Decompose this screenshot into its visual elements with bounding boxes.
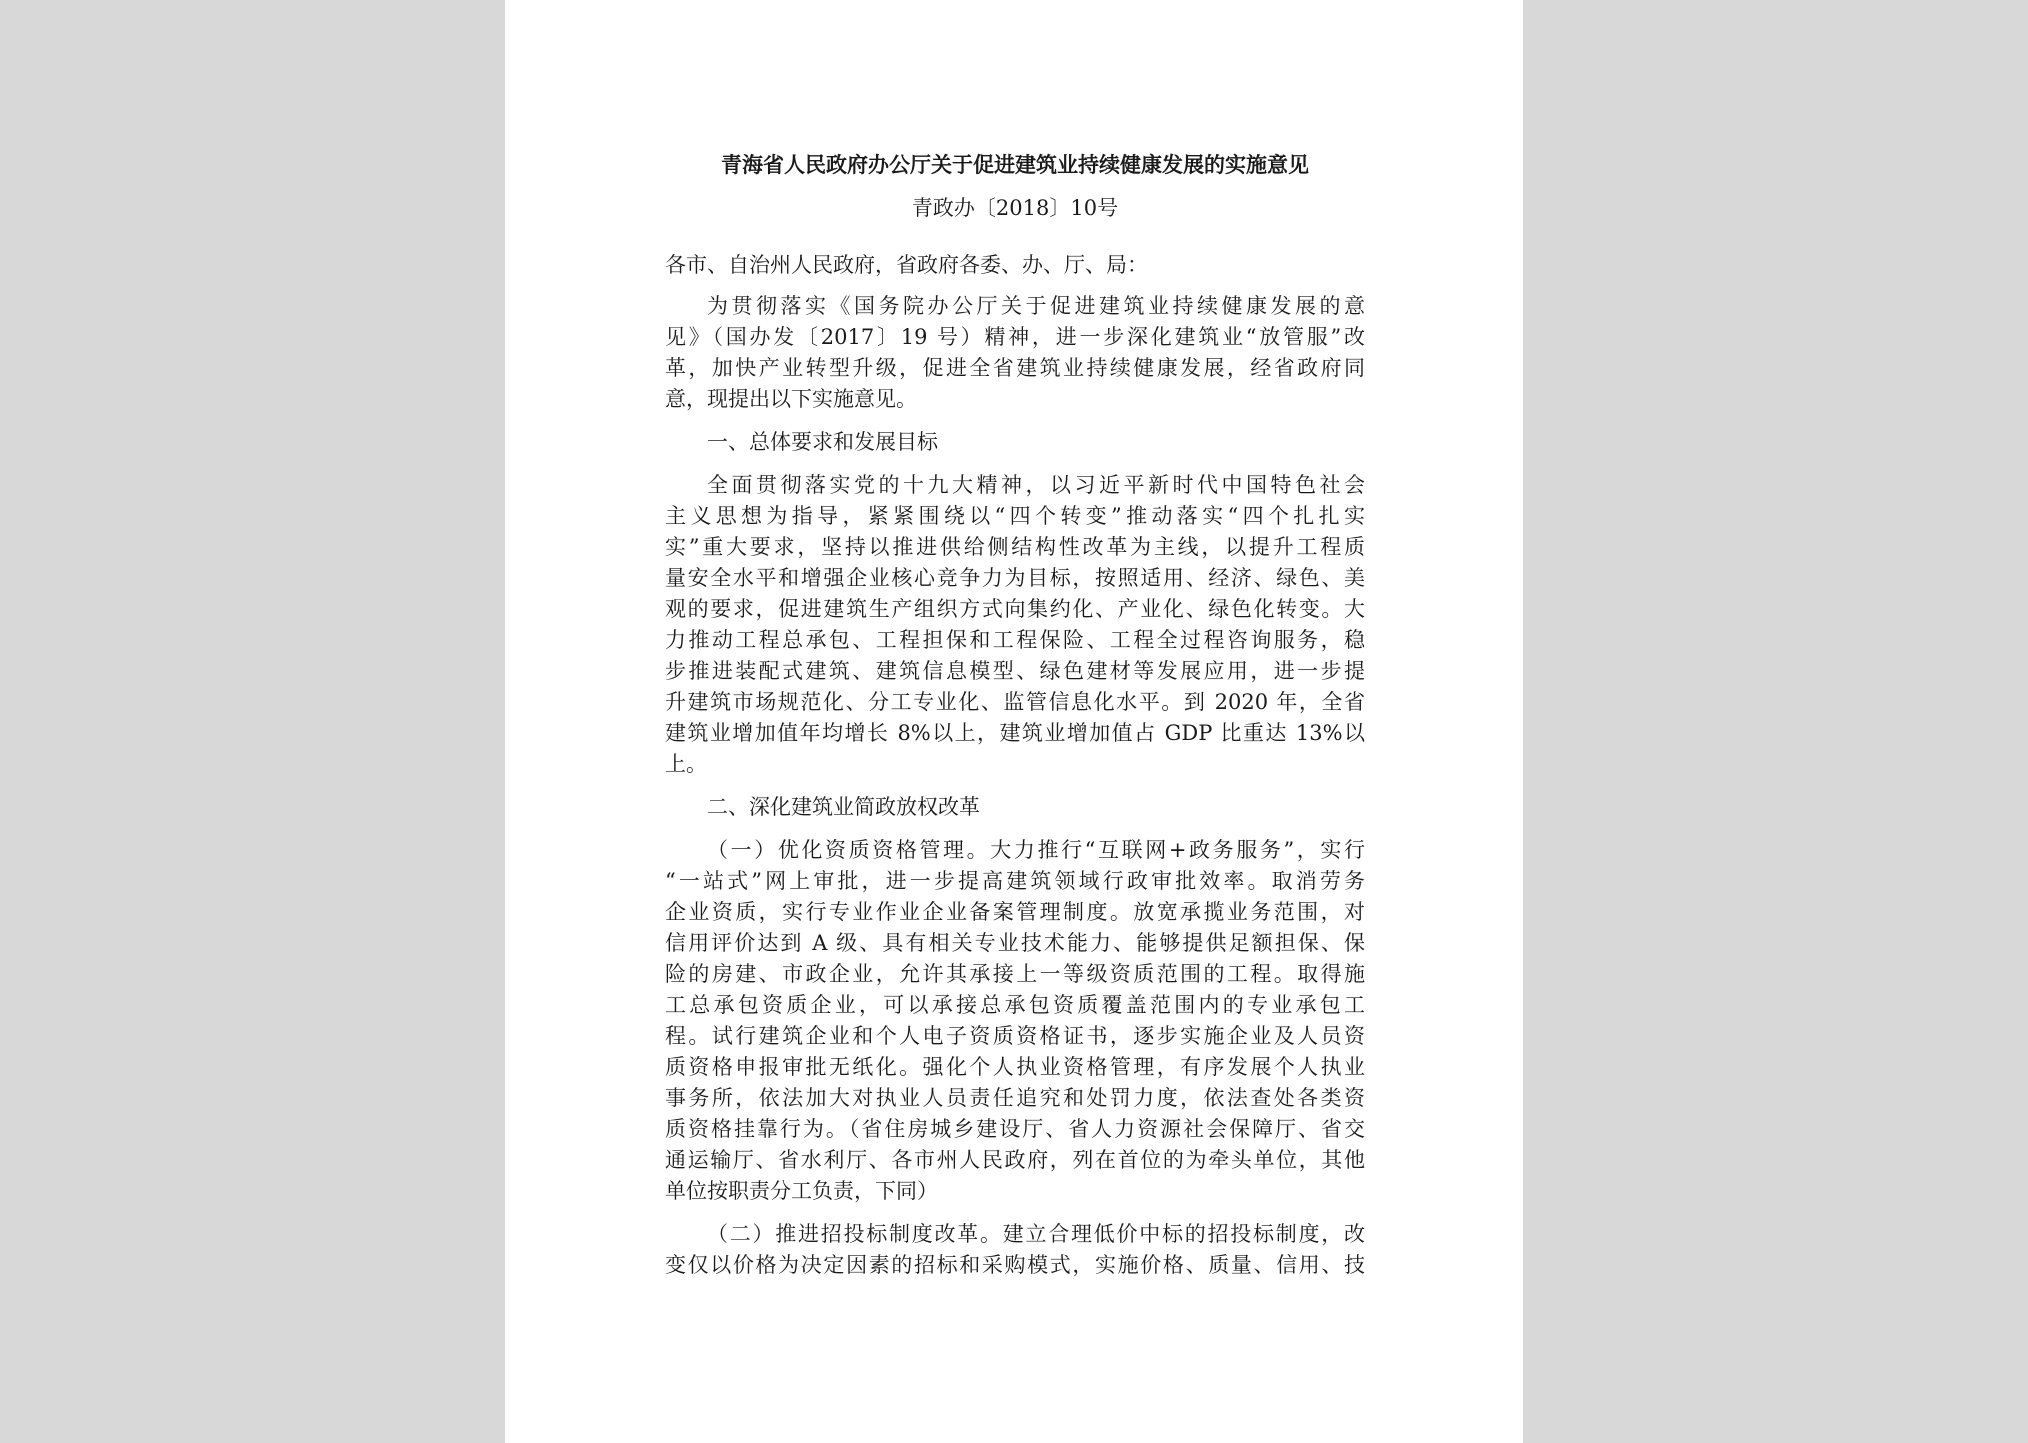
document-number: 青政办〔2018〕10号 bbox=[911, 196, 1119, 220]
text-line: 力推动工程总承包、工程担保和工程保险、工程全过程咨询服务，稳 bbox=[665, 628, 1365, 652]
text-line: 步推进装配式建筑、建筑信息模型、绿色建材等发展应用，进一步提 bbox=[665, 659, 1365, 683]
text-line: 全面贯彻落实党的十九大精神，以习近平新时代中国特色社会 bbox=[707, 473, 1365, 497]
text-line: 建筑业增加值年均增长 8%以上，建筑业增加值占 GDP 比重达 13%以 bbox=[665, 721, 1365, 745]
addressee: 各市、自治州人民政府，省政府各委、办、厅、局： bbox=[665, 253, 1148, 277]
text-line: 升建筑市场规范化、分工专业化、监管信息化水平。到 2020 年，全省 bbox=[665, 690, 1365, 714]
text-line: 质资格申报审批无纸化。强化个人执业资格管理，有序发展个人执业 bbox=[665, 1055, 1365, 1079]
text-line: 质资格挂靠行为。（省住房城乡建设厅、省人力资源社会保障厅、省交 bbox=[665, 1117, 1365, 1141]
text-line: 险的房建、市政企业，允许其承接上一等级资质范围的工程。取得施 bbox=[665, 962, 1365, 986]
text-line: 工总承包资质企业，可以承接总承包资质覆盖范围内的专业承包工 bbox=[665, 993, 1365, 1017]
text-line: 信用评价达到 A 级、具有相关专业技术能力、能够提供足额担保、保 bbox=[665, 931, 1365, 955]
section-heading-2: 二、深化建筑业简政放权改革 bbox=[707, 795, 980, 819]
text-line: 程。试行建筑企业和个人电子资质资格证书，逐步实施企业及人员资 bbox=[665, 1024, 1365, 1048]
text-line: 企业资质，实行专业作业企业备案管理制度。放宽承揽业务范围，对 bbox=[665, 900, 1365, 924]
intro-paragraph bbox=[665, 291, 1365, 415]
text-line: 主义思想为指导，紧紧围绕以“四个转变”推动落实“四个扎扎实 bbox=[665, 504, 1365, 528]
text-line: 变仅以价格为决定因素的招标和采购模式，实施价格、质量、信用、技 bbox=[665, 1253, 1365, 1277]
document-page bbox=[505, 0, 1523, 1443]
text-line: 见》（国办发〔2017〕19 号）精神，进一步深化建筑业“放管服”改 bbox=[665, 325, 1365, 349]
section-heading-1: 一、总体要求和发展目标 bbox=[707, 430, 938, 454]
text-line: 单位按职责分工负责，下同） bbox=[665, 1179, 938, 1203]
document-content bbox=[665, 145, 1365, 1293]
text-line: 意，现提出以下实施意见。 bbox=[665, 387, 917, 411]
item-1-paragraph bbox=[665, 835, 1365, 1207]
text-line: 观的要求，促进建筑生产组织方式向集约化、产业化、绿色化转变。大 bbox=[665, 597, 1365, 621]
text-line: 事务所，依法加大对执业人员责任追究和处罚力度，依法查处各类资 bbox=[665, 1086, 1365, 1110]
text-line: （一）优化资质资格管理。大力推行“互联网+政务服务”，实行 bbox=[707, 838, 1365, 862]
item-2-paragraph bbox=[665, 1219, 1365, 1281]
text-line: “一站式”网上审批，进一步提高建筑领域行政审批效率。取消劳务 bbox=[665, 869, 1365, 893]
text-line: 通运输厅、省水利厅、各市州人民政府，列在首位的为牵头单位，其他 bbox=[665, 1148, 1365, 1172]
text-line: 实”重大要求，坚持以推进供给侧结构性改革为主线，以提升工程质 bbox=[665, 535, 1365, 559]
text-line: 量安全水平和增强企业核心竞争力为目标，按照适用、经济、绿色、美 bbox=[665, 566, 1365, 590]
text-line: （二）推进招投标制度改革。建立合理低价中标的招投标制度，改 bbox=[707, 1222, 1365, 1246]
text-line: 为贯彻落实《国务院办公厅关于促进建筑业持续健康发展的意 bbox=[707, 294, 1365, 318]
text-line: 上。 bbox=[665, 752, 707, 776]
document-title: 青海省人民政府办公厅关于促进建筑业持续健康发展的实施意见 bbox=[721, 152, 1309, 177]
text-line: 革，加快产业转型升级，促进全省建筑业持续健康发展，经省政府同 bbox=[665, 356, 1365, 380]
section-1-paragraph bbox=[665, 470, 1365, 780]
